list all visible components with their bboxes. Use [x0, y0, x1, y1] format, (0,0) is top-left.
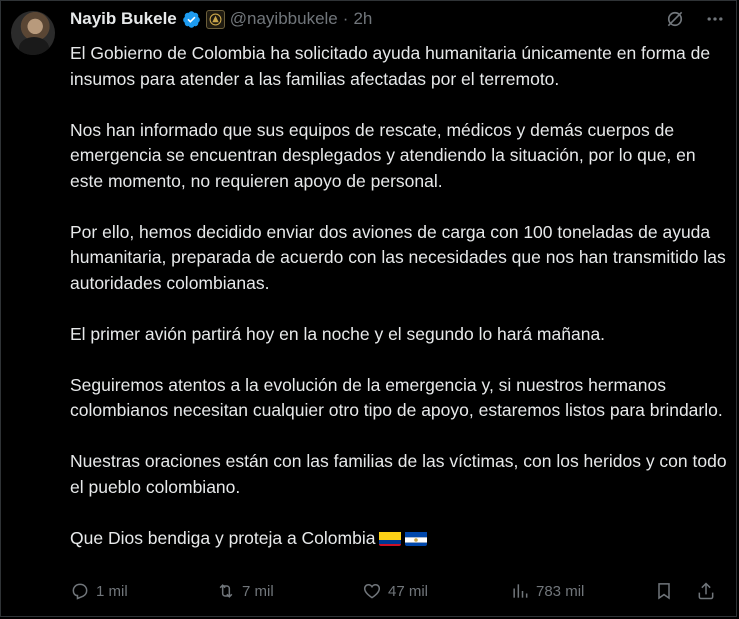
- separator-dot: ·: [342, 9, 349, 28]
- view-count: 783 mil: [536, 582, 585, 600]
- verified-badge-icon[interactable]: [182, 10, 201, 29]
- colombia-flag-icon: [379, 530, 401, 546]
- bookmark-button[interactable]: [654, 578, 674, 604]
- share-icon: [696, 581, 716, 601]
- bookmark-icon: [654, 581, 674, 601]
- like-button[interactable]: [362, 578, 428, 604]
- action-bar: [70, 578, 721, 604]
- header-actions: [665, 9, 725, 29]
- closing-paragraph: [70, 526, 730, 552]
- reply-button[interactable]: [70, 578, 128, 604]
- reply-count: 1 mil: [96, 582, 128, 600]
- el-salvador-flag-icon: [405, 530, 427, 546]
- tweet-header: [70, 8, 372, 30]
- views-button[interactable]: [510, 578, 584, 604]
- paragraph: El Gobierno de Colombia ha solicitado ayuda humanitaria únicamente en forma de insumos para atender a las familias afectadas por el terremoto.: [70, 43, 711, 89]
- tweet-text: [70, 41, 730, 551]
- repost-button[interactable]: [216, 578, 274, 604]
- timestamp[interactable]: 2h: [353, 9, 373, 28]
- affiliation-badge-icon[interactable]: [206, 10, 225, 29]
- paragraph: Por ello, hemos decidido enviar dos aviones de carga con 100 toneladas de ayuda humanitaria, preparada de acuerdo con las necesidades que nos han transmitido las autoridades colombianas.: [70, 221, 726, 293]
- grok-icon[interactable]: [665, 9, 685, 29]
- closing-text: Que Dios bendiga y proteja a Colombia: [70, 527, 376, 548]
- author-handle[interactable]: @nayibbukele: [229, 9, 338, 28]
- author-name[interactable]: Nayib Bukele: [70, 9, 177, 28]
- paragraph: Nos han informado que sus equipos de rescate, médicos y demás cuerpos de emergencia se encuentran desplegados y atendiendo la situación, por lo que, en este momento, no requieren apoyo de personal.: [70, 119, 696, 191]
- avatar[interactable]: [11, 11, 55, 55]
- coat-of-arms-icon: [209, 13, 222, 26]
- reply-icon: [70, 581, 90, 601]
- paragraph: Nuestras oraciones están con las familias de las víctimas, con los heridos y con todo el pueblo colombiano.: [70, 451, 727, 497]
- analytics-icon: [510, 581, 530, 601]
- heart-icon: [362, 581, 382, 601]
- repost-icon: [216, 581, 236, 601]
- share-button[interactable]: [696, 578, 716, 604]
- repost-count: 7 mil: [242, 582, 274, 600]
- like-count: 47 mil: [388, 582, 429, 600]
- paragraph: Seguiremos atentos a la evolución de la emergencia y, si nuestros hermanos colombianos necesitan cualquier otro tipo de apoyo, estaremos listos para brindarlo.: [70, 374, 723, 420]
- more-options-icon[interactable]: [705, 9, 725, 29]
- paragraph: El primer avión partirá hoy en la noche y el segundo lo hará mañana.: [70, 323, 606, 344]
